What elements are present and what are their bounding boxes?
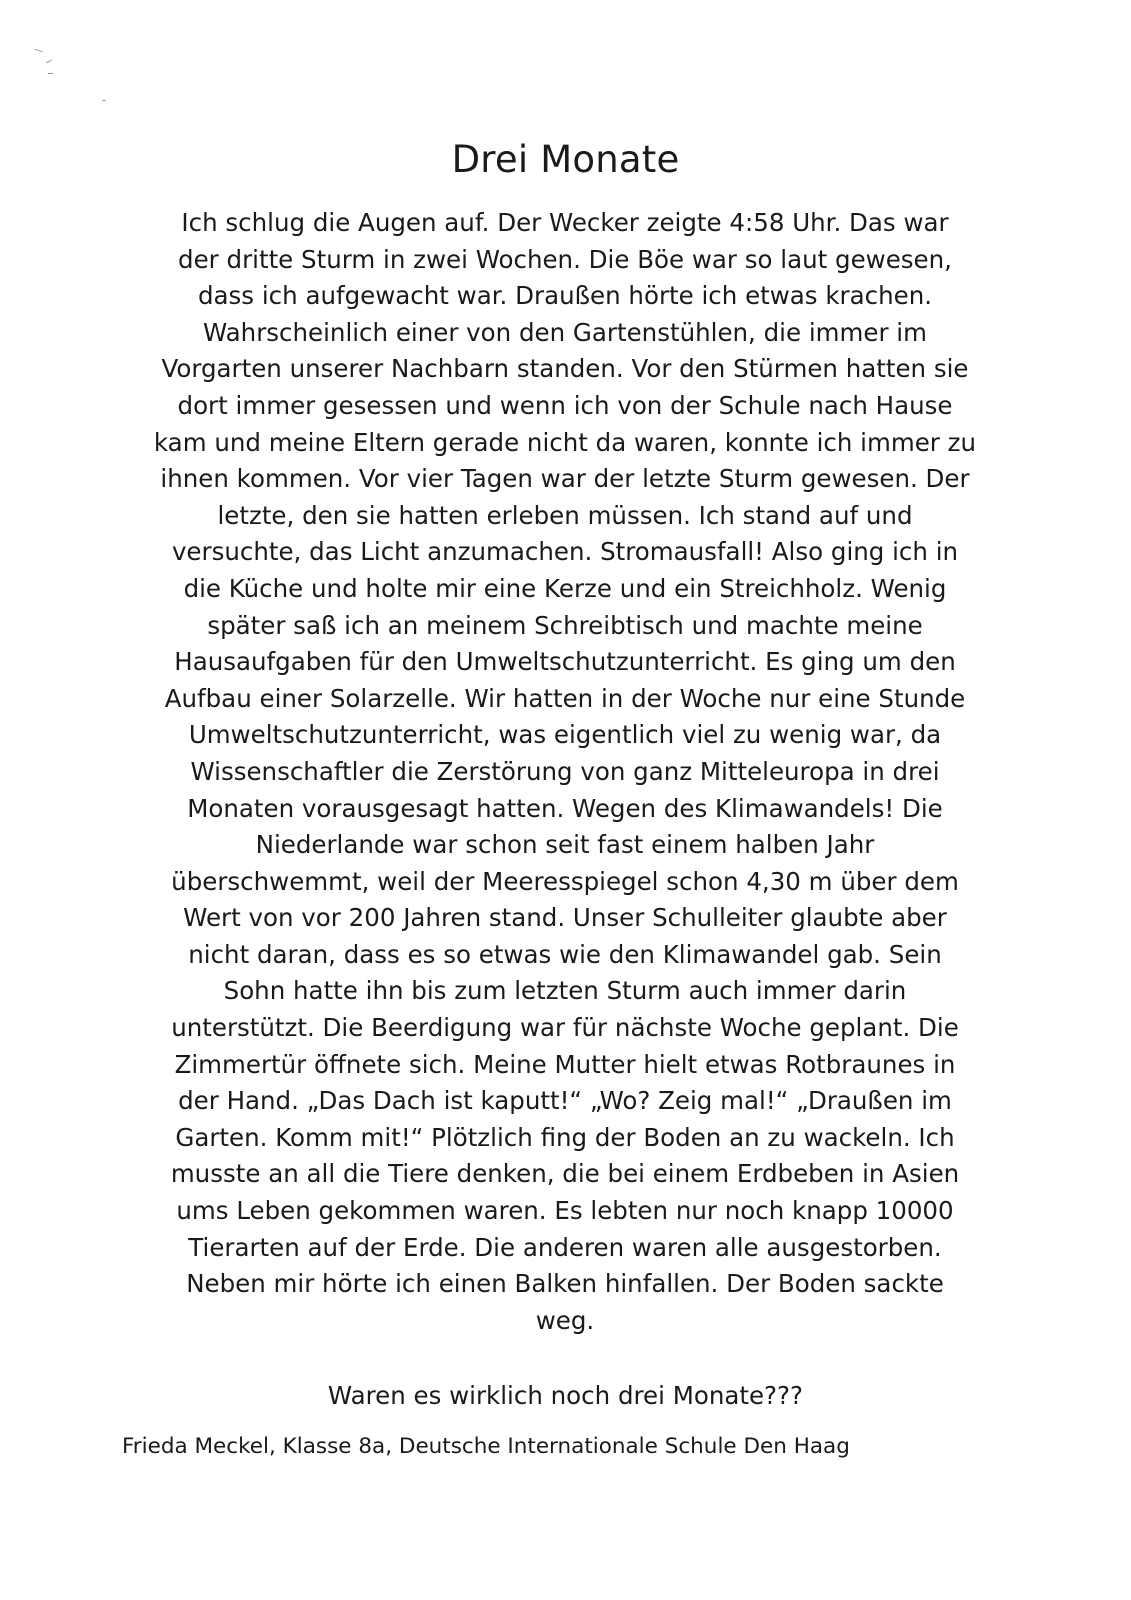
story-line: musste an all die Tiere denken, die bei einem Erdbeben in Asien — [170, 1159, 960, 1189]
story-line: Tierarten auf der Erde. Die anderen waren alle ausgestorben. — [188, 1232, 942, 1262]
story-line: Monaten vorausgesagt hatten. Wegen des Klimawandels! Die — [187, 793, 943, 823]
author-line: Frieda Meckel, Klasse 8a, Deutsche Internationale Schule Den Haag — [122, 1434, 850, 1459]
story-line: Niederlande war schon seit fast einem halben Jahr — [255, 830, 875, 860]
scan-artifact — [48, 73, 53, 74]
scan-artifact — [102, 100, 106, 101]
story-body — [120, 205, 1010, 1339]
closing-question: Waren es wirklich noch drei Monate??? — [327, 1381, 804, 1410]
story-line: kam und meine Eltern gerade nicht da waren, konnte ich immer zu — [153, 427, 977, 457]
story-line: Zimmertür öffnete sich. Meine Mutter hielt etwas Rotbraunes in — [174, 1049, 956, 1079]
story-line: Umweltschutzunterricht, was eigentlich viel zu wenig war, da — [188, 720, 942, 750]
story-line: Wert von vor 200 Jahren stand. Unser Schulleiter glaubte aber — [183, 903, 947, 933]
scan-artifact — [46, 60, 52, 63]
story-line: Aufbau einer Solarzelle. Wir hatten in der Woche nur eine Stunde — [164, 683, 966, 713]
scan-artifact — [34, 48, 43, 52]
story-line: Vorgarten unserer Nachbarn standen. Vor den Stürmen hatten sie — [161, 354, 969, 384]
story-line: Hausaufgaben für den Umweltschutzunterricht. Es ging um den — [174, 647, 956, 677]
story-line: die Küche und holte mir eine Kerze und ein Streichholz. Wenig — [183, 573, 947, 603]
story-line: versuchte, das Licht anzumachen. Stromausfall! Also ging ich in — [171, 537, 959, 567]
story-line: Wissenschaftler die Zerstörung von ganz Mitteleuropa in drei — [190, 756, 940, 786]
document-title: Drei Monate — [451, 138, 680, 181]
story-line: überschwemmt, weil der Meeresspiegel schon 4,30 m über dem — [171, 866, 959, 896]
story-line: Garten. Komm mit!“ Plötzlich fing der Boden an zu wackeln. Ich — [175, 1122, 955, 1152]
story-line: Neben mir hörte ich einen Balken hinfallen. Der Boden sackte — [186, 1269, 944, 1299]
story-line: der Hand. „Das Dach ist kaputt!“ „Wo? Zeig mal!“ „Draußen im — [178, 1086, 952, 1116]
story-line: Ich schlug die Augen auf. Der Wecker zeigte 4:58 Uhr. Das war — [181, 208, 949, 237]
story-line: unterstützt. Die Beerdigung war für nächste Woche geplant. Die — [171, 1013, 959, 1043]
story-line: letzte, den sie hatten erleben müssen. Ich stand auf und — [217, 500, 913, 530]
story-line: dort immer gesessen und wenn ich von der Schule nach Hause — [177, 390, 953, 420]
story-line: weg. — [535, 1305, 595, 1335]
story-line: dass ich aufgewacht war. Draußen hörte ich etwas krachen. — [197, 281, 933, 311]
story-line: Wahrscheinlich einer von den Gartenstühlen, die immer im — [203, 317, 927, 347]
story-line: ihnen kommen. Vor vier Tagen war der letzte Sturm gewesen. Der — [160, 464, 970, 494]
story-line: nicht daran, dass es so etwas wie den Klimawandel gab. Sein — [188, 939, 942, 969]
story-line: später saß ich an meinem Schreibtisch und machte meine — [207, 610, 923, 640]
story-line: ums Leben gekommen waren. Es lebten nur noch knapp 10000 — [176, 1196, 954, 1226]
story-line: der dritte Sturm in zwei Wochen. Die Böe war so laut gewesen, — [178, 244, 952, 274]
story-line: Sohn hatte ihn bis zum letzten Sturm auch immer darin — [223, 976, 907, 1006]
